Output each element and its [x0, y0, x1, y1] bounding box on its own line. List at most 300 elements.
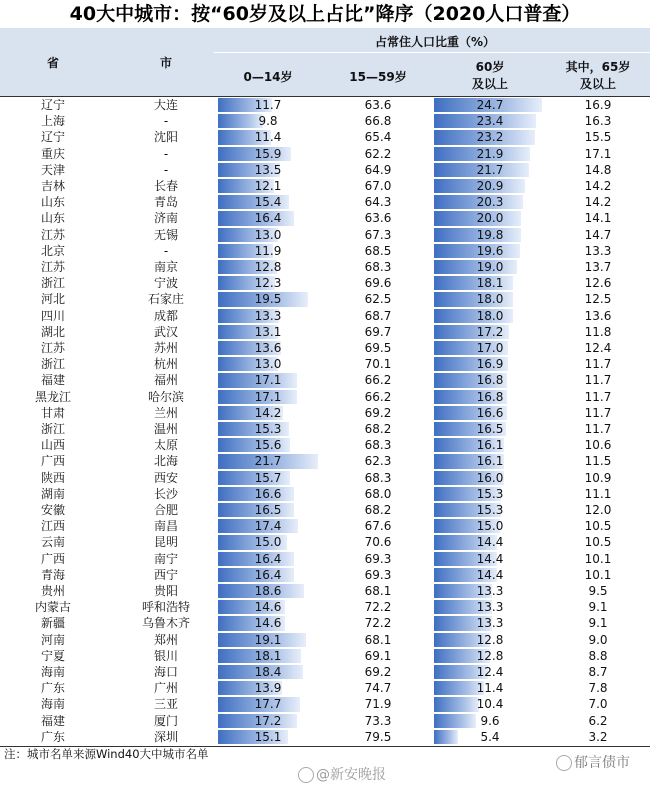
cell-age-0-14-value: 17.4 [254, 519, 282, 534]
cell-age-0-14-value: 21.7 [254, 454, 282, 469]
cell-city [124, 324, 208, 340]
cell-age-15-59-value: 69.3 [364, 567, 392, 582]
cell-age-15-59-value: 62.5 [364, 292, 392, 307]
header-col-a: 0—14岁 [243, 70, 293, 84]
cell-age-0-14-value: 11.9 [254, 243, 282, 258]
cell-city-value: 宁波 [153, 276, 178, 291]
table-row [0, 648, 650, 664]
cell-age-60-plus [434, 696, 546, 712]
cell-age-60-plus [434, 372, 546, 388]
cell-age-0-14 [218, 486, 318, 502]
cell-age-15-59 [330, 470, 426, 486]
cell-age-60-plus [434, 340, 546, 356]
cell-city-value: 福州 [153, 373, 178, 388]
cell-age-60-plus-value: 16.1 [476, 454, 504, 469]
table-row [0, 113, 650, 129]
cell-age-60-plus [434, 129, 546, 145]
cell-province-value: 浙江 [40, 276, 65, 291]
cell-age-60-plus [434, 162, 546, 178]
cell-age-60-plus [434, 356, 546, 372]
cell-age-65-plus [550, 729, 646, 745]
cell-age-60-plus-value: 19.6 [476, 243, 504, 258]
cell-city-value: 深圳 [153, 729, 178, 744]
cell-age-60-plus-value: 13.3 [476, 584, 504, 598]
table-header [0, 28, 650, 96]
cell-province-value: 湖南 [40, 486, 65, 501]
cell-age-65-plus-value: 15.5 [584, 130, 612, 145]
cell-province [22, 729, 84, 745]
cell-age-60-plus-value: 11.4 [476, 681, 504, 696]
table-row [0, 664, 650, 680]
cell-age-0-14-value: 18.6 [254, 584, 282, 598]
cell-age-0-14-value: 16.6 [254, 486, 282, 501]
cell-city-value: 乌鲁木齐 [141, 616, 190, 631]
cell-province [22, 308, 84, 324]
cell-age-65-plus-value: 8.7 [588, 665, 608, 679]
table-row [0, 259, 650, 275]
cell-age-15-59 [330, 275, 426, 291]
cell-province-value: 江苏 [40, 260, 65, 274]
cell-city [124, 648, 208, 664]
cell-age-60-plus [434, 97, 546, 113]
cell-age-0-14 [218, 518, 318, 534]
cell-age-65-plus [550, 162, 646, 178]
cell-province [22, 324, 84, 340]
cell-age-0-14 [218, 664, 318, 680]
cell-age-65-plus-value: 11.7 [584, 373, 612, 388]
cell-age-60-plus-value: 18.1 [476, 276, 504, 291]
table-row [0, 696, 650, 712]
cell-age-15-59 [330, 129, 426, 145]
cell-age-65-plus-value: 10.9 [584, 470, 612, 485]
cell-age-60-plus-value: 16.8 [476, 389, 504, 404]
cell-city-value: 青岛 [153, 195, 178, 210]
cell-city [124, 291, 208, 307]
cell-province [22, 551, 84, 567]
cell-age-0-14 [218, 178, 318, 194]
cell-province-value: 福建 [40, 373, 65, 388]
table-row [0, 470, 650, 486]
cell-age-0-14-value: 12.8 [254, 260, 282, 274]
cell-age-60-plus-value: 16.5 [476, 422, 504, 436]
cell-age-60-plus-value: 16.0 [476, 470, 504, 485]
cell-age-0-14 [218, 437, 318, 453]
cell-age-0-14 [218, 632, 318, 648]
cell-city-value: 温州 [153, 422, 178, 436]
cell-city-value: 南昌 [153, 519, 178, 534]
cell-city [124, 680, 208, 696]
cell-province-value: 浙江 [40, 357, 65, 372]
cell-age-60-plus [434, 194, 546, 210]
wechat-icon [556, 755, 572, 771]
cell-age-65-plus-value: 11.5 [584, 454, 612, 469]
cell-age-60-plus-value: 17.2 [476, 324, 504, 339]
cell-age-0-14-value: 13.3 [254, 308, 282, 323]
cell-age-15-59-value: 64.9 [364, 162, 392, 177]
cell-age-65-plus-value: 14.7 [584, 227, 612, 242]
cell-age-65-plus-value: 10.6 [584, 438, 612, 453]
cell-age-15-59 [330, 113, 426, 129]
cell-age-15-59-value: 68.2 [364, 503, 392, 517]
cell-age-65-plus-value: 13.7 [584, 260, 612, 274]
cell-age-15-59-value: 69.2 [364, 665, 392, 679]
cell-age-15-59-value: 68.3 [364, 260, 392, 274]
cell-age-0-14-value: 13.0 [254, 227, 282, 242]
cell-province [22, 696, 84, 712]
cell-city [124, 470, 208, 486]
cell-age-15-59 [330, 308, 426, 324]
table-row [0, 534, 650, 550]
cell-province-value: 广东 [40, 729, 65, 744]
table-row [0, 210, 650, 226]
cell-age-60-plus [434, 551, 546, 567]
cell-age-60-plus [434, 291, 546, 307]
cell-age-0-14 [218, 680, 318, 696]
cell-age-15-59-value: 68.3 [364, 438, 392, 453]
cell-age-65-plus [550, 243, 646, 259]
cell-city [124, 534, 208, 550]
cell-city-value: 广州 [153, 681, 178, 696]
table-row [0, 437, 650, 453]
cell-city [124, 372, 208, 388]
cell-age-15-59-value: 69.5 [364, 341, 392, 355]
cell-age-15-59 [330, 356, 426, 372]
cell-city-value: 长沙 [153, 486, 178, 501]
cell-age-0-14 [218, 372, 318, 388]
cell-age-15-59-value: 74.7 [364, 681, 392, 696]
cell-age-60-plus-value: 14.4 [476, 567, 504, 582]
weibo-watermark-text: @新安晚报 [316, 767, 386, 783]
cell-age-15-59-value: 68.1 [364, 632, 392, 647]
cell-age-65-plus [550, 502, 646, 518]
cell-age-65-plus-value: 10.5 [584, 519, 612, 534]
cell-province-value: 天津 [40, 162, 65, 177]
table-row [0, 518, 650, 534]
header-col-d-line2: 及以上 [579, 77, 616, 91]
cell-province-value: 广西 [40, 551, 65, 566]
cell-age-15-59 [330, 97, 426, 113]
cell-city-value: 无锡 [153, 227, 178, 242]
cell-province-value: 上海 [40, 114, 65, 129]
cell-age-0-14-value: 13.0 [254, 357, 282, 372]
cell-city [124, 194, 208, 210]
cell-city [124, 453, 208, 469]
cell-age-60-plus [434, 518, 546, 534]
cell-age-60-plus [434, 599, 546, 615]
cell-age-15-59-value: 69.3 [364, 551, 392, 566]
cell-age-60-plus-value: 18.0 [476, 292, 504, 307]
cell-age-60-plus-value: 16.6 [476, 405, 504, 420]
cell-province [22, 340, 84, 356]
cell-age-60-plus-value: 13.3 [476, 616, 504, 631]
table-row [0, 486, 650, 502]
cell-age-0-14-value: 16.4 [254, 567, 282, 582]
cell-age-0-14 [218, 648, 318, 664]
cell-age-15-59 [330, 632, 426, 648]
cell-age-60-plus [434, 664, 546, 680]
cell-age-15-59 [330, 324, 426, 340]
cell-age-15-59 [330, 729, 426, 745]
cell-age-60-plus [434, 146, 546, 162]
cell-city [124, 599, 208, 615]
cell-age-60-plus-value: 14.4 [476, 535, 504, 550]
cell-province [22, 97, 84, 113]
cell-age-0-14-value: 9.8 [258, 114, 278, 129]
cell-age-0-14-value: 15.0 [254, 535, 282, 550]
cell-age-15-59 [330, 486, 426, 502]
cell-province-value: 甘肃 [40, 405, 65, 420]
cell-age-15-59-value: 64.3 [364, 195, 392, 210]
cell-province [22, 194, 84, 210]
cell-age-65-plus [550, 113, 646, 129]
cell-age-0-14 [218, 729, 318, 745]
cell-age-0-14-bar [218, 114, 263, 128]
cell-age-0-14-value: 11.4 [254, 130, 282, 145]
cell-age-15-59 [330, 340, 426, 356]
cell-age-60-plus-value: 13.3 [476, 600, 504, 615]
cell-age-15-59-value: 68.5 [364, 243, 392, 258]
cell-province-value: 辽宁 [40, 98, 65, 112]
table-row [0, 275, 650, 291]
cell-province-value: 山东 [40, 195, 65, 210]
header-col-b: 15—59岁 [349, 70, 407, 84]
cell-age-0-14 [218, 470, 318, 486]
cell-province-value: 广西 [40, 454, 65, 469]
cell-age-15-59-value: 62.2 [364, 146, 392, 161]
cell-age-60-plus [434, 113, 546, 129]
cell-age-60-plus-value: 9.6 [480, 713, 500, 728]
cell-age-65-plus-value: 11.7 [584, 405, 612, 420]
cell-city-value: 成都 [153, 308, 178, 323]
table-row [0, 421, 650, 437]
cell-age-65-plus [550, 648, 646, 664]
cell-city [124, 146, 208, 162]
cell-age-65-plus [550, 599, 646, 615]
cell-age-0-14 [218, 567, 318, 583]
cell-age-15-59-value: 70.6 [364, 535, 392, 550]
cell-age-15-59-value: 69.7 [364, 324, 392, 339]
cell-age-65-plus-value: 16.3 [584, 114, 612, 129]
cell-city-value: 太原 [153, 438, 178, 453]
cell-age-65-plus [550, 453, 646, 469]
cell-city [124, 696, 208, 712]
cell-province [22, 129, 84, 145]
cell-province [22, 113, 84, 129]
cell-age-0-14-value: 13.5 [254, 162, 282, 177]
cell-age-0-14-value: 13.9 [254, 681, 282, 696]
cell-age-15-59 [330, 615, 426, 631]
cell-province-value: 辽宁 [40, 130, 65, 145]
cell-age-65-plus [550, 97, 646, 113]
cell-age-65-plus-value: 11.1 [584, 486, 612, 501]
cell-city [124, 178, 208, 194]
weibo-icon [298, 767, 314, 783]
table-row [0, 632, 650, 648]
cell-age-60-plus [434, 680, 546, 696]
cell-province-value: 宁夏 [40, 648, 65, 663]
table-row [0, 615, 650, 631]
cell-city-value: 哈尔滨 [147, 389, 184, 404]
cell-province [22, 713, 84, 729]
cell-age-60-plus [434, 324, 546, 340]
cell-age-65-plus [550, 567, 646, 583]
cell-age-15-59-value: 69.6 [364, 276, 392, 291]
cell-city-value: 三亚 [153, 697, 178, 712]
cell-city [124, 275, 208, 291]
cell-age-15-59 [330, 680, 426, 696]
table-row [0, 599, 650, 615]
table-row [0, 308, 650, 324]
cell-age-60-plus [434, 437, 546, 453]
cell-age-65-plus-value: 9.1 [588, 616, 608, 631]
table-row [0, 372, 650, 388]
cell-age-65-plus [550, 259, 646, 275]
cell-province [22, 178, 84, 194]
cell-age-65-plus [550, 129, 646, 145]
cell-city [124, 259, 208, 275]
cell-age-15-59 [330, 453, 426, 469]
cell-city-value: 呼和浩特 [141, 600, 190, 615]
cell-city [124, 437, 208, 453]
cell-age-0-14-value: 13.6 [254, 341, 282, 355]
cell-age-65-plus-value: 10.5 [584, 535, 612, 550]
cell-province-value: 四川 [40, 308, 65, 323]
cell-age-65-plus [550, 696, 646, 712]
cell-age-15-59-value: 65.4 [364, 130, 392, 145]
table-row [0, 713, 650, 729]
cell-province [22, 567, 84, 583]
cell-province [22, 437, 84, 453]
cell-age-0-14 [218, 97, 318, 113]
cell-age-60-plus-value: 5.4 [480, 729, 500, 744]
cell-age-60-plus-value: 24.7 [476, 98, 504, 112]
cell-city [124, 308, 208, 324]
header-province: 省 [46, 56, 59, 70]
cell-province-value: 重庆 [40, 146, 65, 161]
cell-province-value: 海南 [40, 665, 65, 679]
cell-province-value: 云南 [40, 535, 65, 550]
cell-age-65-plus-value: 14.2 [584, 179, 612, 193]
cell-age-60-plus [434, 632, 546, 648]
cell-city-value: 石家庄 [147, 292, 184, 307]
cell-age-60-plus-value: 23.2 [476, 130, 504, 145]
cell-age-60-plus-bar [434, 714, 476, 728]
cell-city [124, 356, 208, 372]
cell-city [124, 713, 208, 729]
cell-province [22, 227, 84, 243]
cell-province [22, 259, 84, 275]
source-note: 注：城市名单来源Wind40大中城市名单 [4, 747, 209, 761]
cell-age-0-14 [218, 291, 318, 307]
cell-province [22, 648, 84, 664]
cell-province-value: 吉林 [40, 179, 65, 193]
cell-age-65-plus-value: 14.1 [584, 211, 612, 226]
cell-age-60-plus-bar [434, 260, 517, 274]
table-row [0, 502, 650, 518]
cell-age-60-plus-value: 14.4 [476, 551, 504, 566]
cell-age-0-14 [218, 308, 318, 324]
cell-age-60-plus [434, 729, 546, 745]
cell-age-15-59 [330, 146, 426, 162]
table-row [0, 567, 650, 583]
cell-age-0-14-value: 17.1 [254, 373, 282, 388]
cell-city-value: - [163, 243, 169, 258]
cell-age-60-plus-value: 19.8 [476, 227, 504, 242]
cell-age-60-plus-value: 20.3 [476, 195, 504, 210]
cell-age-15-59 [330, 502, 426, 518]
cell-age-65-plus [550, 680, 646, 696]
table-row [0, 146, 650, 162]
cell-age-65-plus [550, 551, 646, 567]
cell-age-15-59-value: 66.2 [364, 373, 392, 388]
table-row [0, 551, 650, 567]
cell-province [22, 632, 84, 648]
cell-age-65-plus [550, 194, 646, 210]
cell-age-65-plus-value: 8.8 [588, 648, 608, 663]
cell-city [124, 551, 208, 567]
cell-city [124, 389, 208, 405]
cell-city [124, 129, 208, 145]
cell-age-0-14 [218, 162, 318, 178]
cell-city-value: 兰州 [153, 405, 178, 420]
table-row [0, 291, 650, 307]
cell-city [124, 340, 208, 356]
table-row [0, 729, 650, 745]
cell-age-65-plus-value: 11.7 [584, 422, 612, 436]
cell-age-0-14 [218, 551, 318, 567]
cell-age-65-plus [550, 405, 646, 421]
cell-age-0-14 [218, 615, 318, 631]
cell-city [124, 664, 208, 680]
cell-city-value: - [163, 114, 169, 129]
cell-age-15-59 [330, 194, 426, 210]
cell-age-15-59-value: 68.3 [364, 470, 392, 485]
cell-city-value: - [163, 162, 169, 177]
cell-age-0-14-value: 17.2 [254, 713, 282, 728]
cell-age-65-plus-value: 16.9 [584, 98, 612, 112]
table-row [0, 227, 650, 243]
table-row [0, 405, 650, 421]
cell-province [22, 599, 84, 615]
cell-age-65-plus-value: 12.5 [584, 292, 612, 307]
cell-age-0-14-value: 16.4 [254, 211, 282, 226]
cell-age-60-plus-value: 21.7 [476, 162, 504, 177]
cell-city-value: 郑州 [153, 632, 178, 647]
cell-city-value: 北海 [153, 454, 178, 469]
table-row [0, 340, 650, 356]
cell-age-60-plus [434, 421, 546, 437]
cell-age-65-plus [550, 291, 646, 307]
cell-province-value: 青海 [40, 567, 65, 582]
cell-age-60-plus [434, 210, 546, 226]
cell-age-0-14-value: 12.3 [254, 276, 282, 291]
cell-age-60-plus-value: 12.8 [476, 632, 504, 647]
cell-province-value: 新疆 [40, 616, 65, 631]
cell-province-value: 内蒙古 [34, 600, 71, 615]
cell-age-60-plus [434, 275, 546, 291]
cell-age-65-plus [550, 583, 646, 599]
cell-city [124, 243, 208, 259]
cell-age-15-59 [330, 372, 426, 388]
cell-age-0-14 [218, 259, 318, 275]
table-row [0, 389, 650, 405]
cell-province [22, 502, 84, 518]
cell-age-65-plus [550, 421, 646, 437]
cell-age-15-59 [330, 534, 426, 550]
cell-age-65-plus-value: 9.0 [588, 632, 608, 647]
cell-age-0-14-value: 16.5 [254, 503, 282, 517]
cell-age-65-plus [550, 437, 646, 453]
